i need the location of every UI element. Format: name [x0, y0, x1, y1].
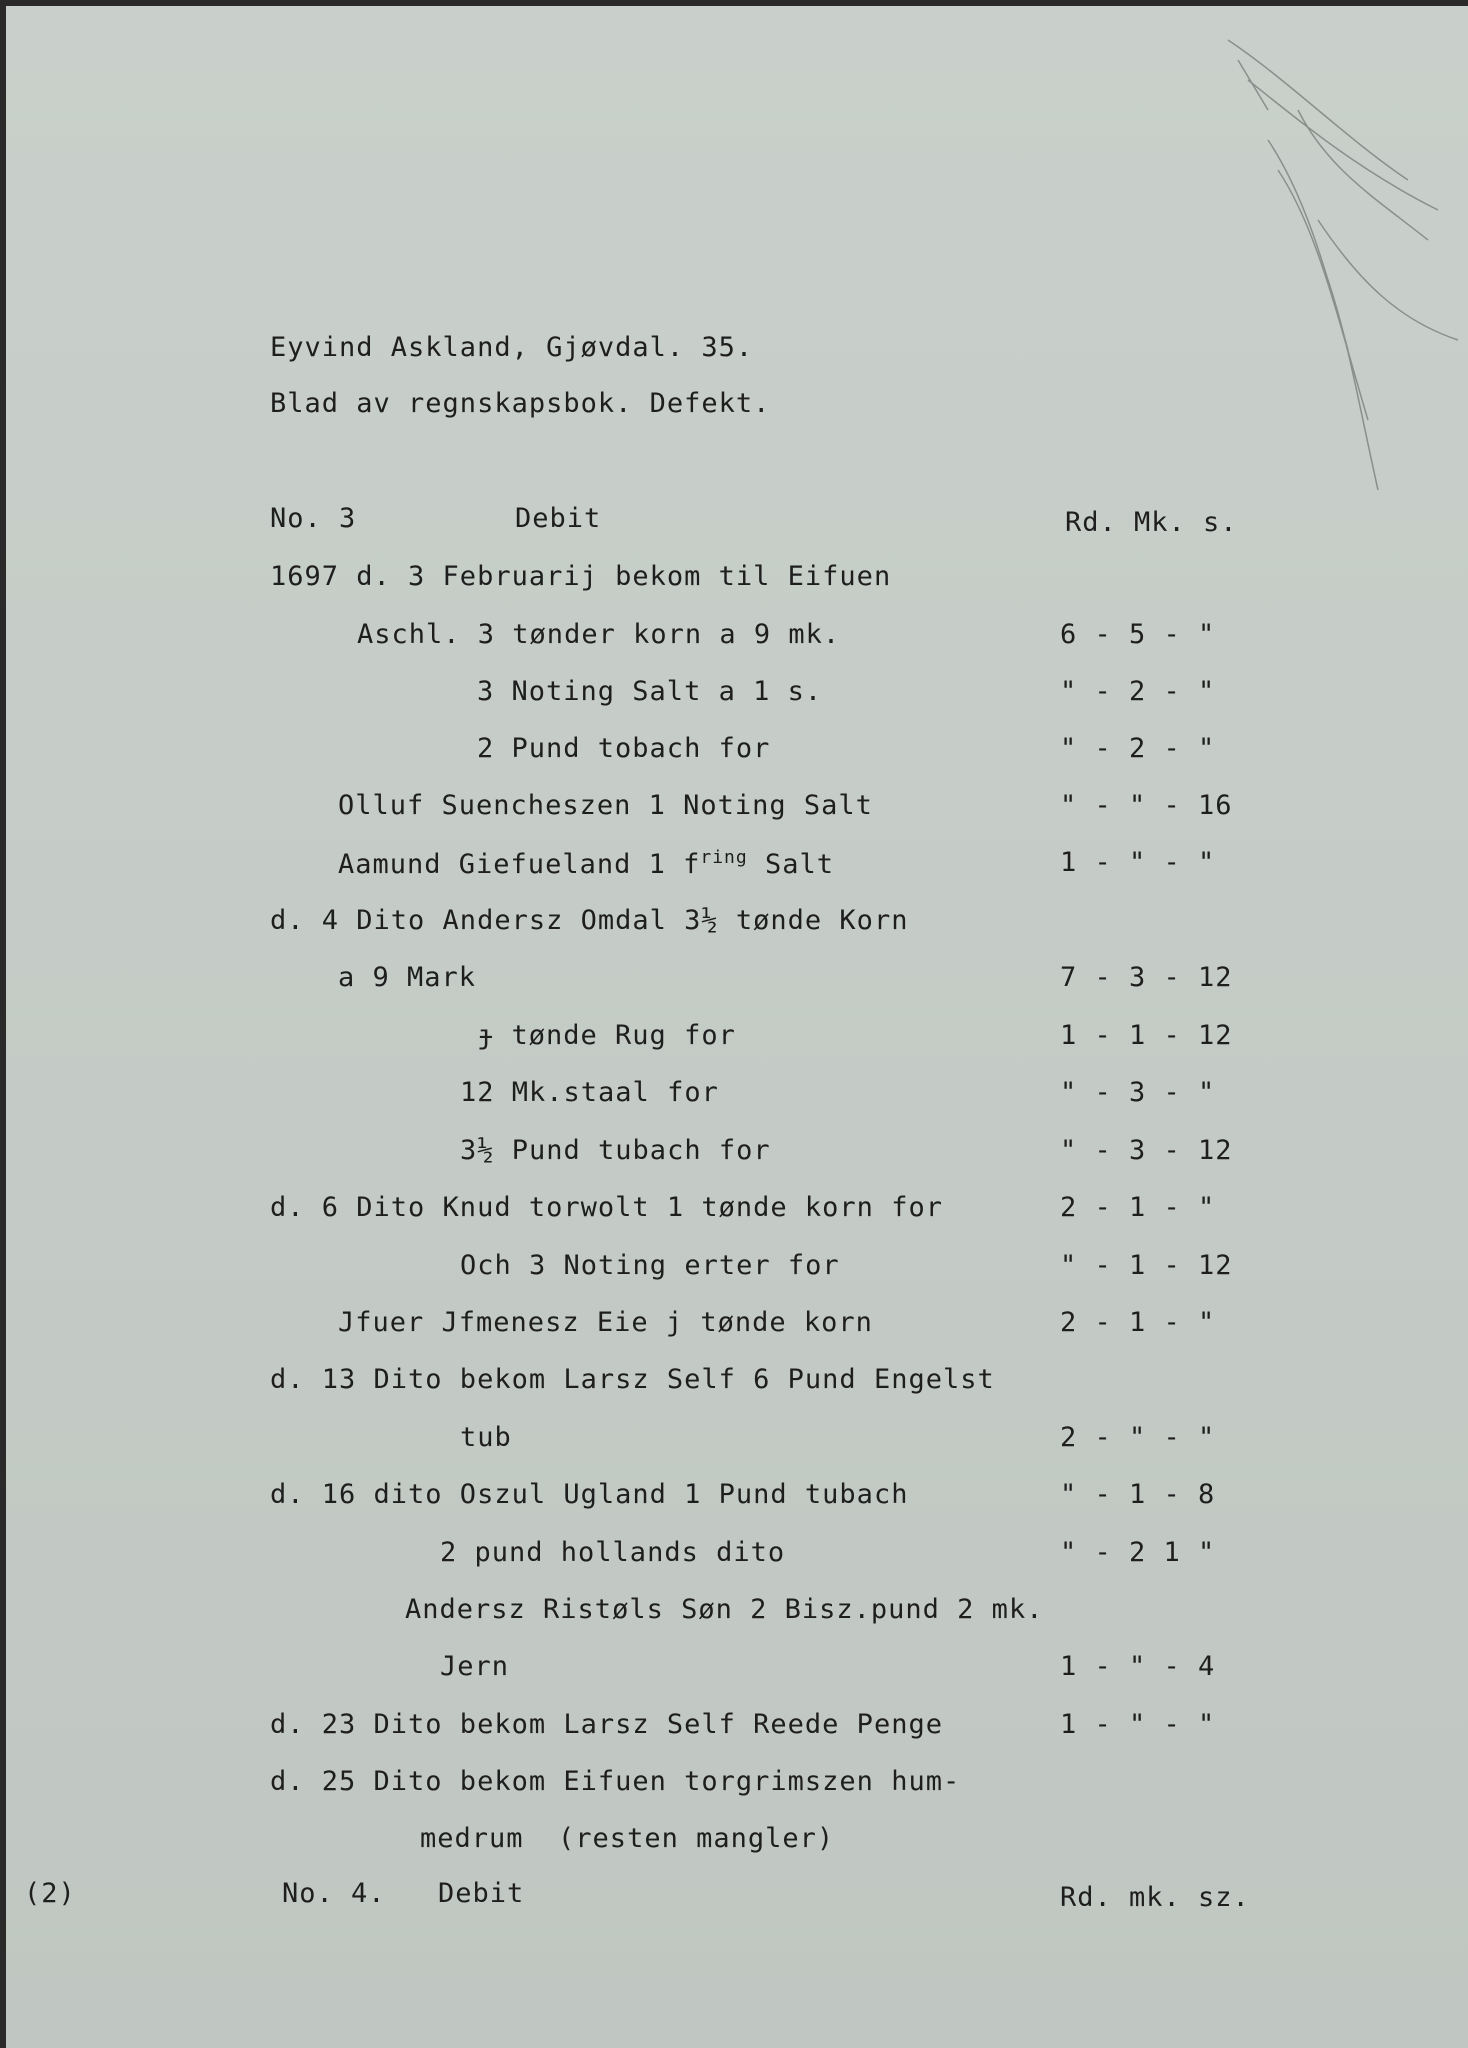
ledger-entry: d. 23 Dito bekom Larsz Self Reede Penge [270, 1709, 943, 1740]
ledger-amount: 2 - 1 - " [1060, 1307, 1216, 1338]
ledger-amount: 1 - " - " [1060, 1709, 1216, 1740]
pencil-marks-illustration [1208, 20, 1468, 540]
ledger-entry: tub [460, 1422, 512, 1453]
header-subtitle: Blad av regnskapsbok. Defekt. [270, 388, 771, 419]
ledger-entry: d. 16 dito Oszul Ugland 1 Pund tubach [270, 1479, 909, 1510]
page-marker: (2) [24, 1878, 76, 1909]
ledger-entry: d. 4 Dito Andersz Omdal 3½ tønde Korn [270, 905, 909, 936]
ledger-entry: d. 13 Dito bekom Larsz Self 6 Pund Engelst [270, 1364, 995, 1395]
ledger-amount: 1 - " - 4 [1060, 1651, 1216, 1682]
ledger-amount: 1 - " - " [1060, 847, 1216, 878]
ledger-amount: 2 - 1 - " [1060, 1192, 1216, 1223]
ledger-amount: " - 3 - 12 [1060, 1135, 1233, 1166]
ledger-amount: 1 - 1 - 12 [1060, 1020, 1233, 1051]
ledger-amount: " - " - 16 [1060, 790, 1233, 821]
ledger-entry: Olluf Suencheszen 1 Noting Salt [338, 790, 873, 821]
ledger-entry: 1697 d. 3 Februarij bekom til Eifuen [270, 561, 892, 592]
ledger-entry: medrum (resten mangler) [420, 1823, 835, 1854]
ledger-amount: 2 - " - " [1060, 1422, 1216, 1453]
ledger-entry: Aamund Giefueland 1 $f^{ring}$ Salt [338, 847, 835, 880]
ledger-entry: 3½ Pund tubach for [460, 1135, 771, 1166]
ledger-amount: 7 - 3 - 12 [1060, 962, 1233, 993]
ledger-entry: 3 Noting Salt a 1 s. [477, 676, 823, 707]
ledger-entry: a 9 Mark [338, 962, 477, 993]
ledger-amount: " - 2 - " [1060, 733, 1216, 764]
ledger-amount: " - 1 - 12 [1060, 1250, 1233, 1281]
ledger-entry: 2 pund hollands dito [440, 1537, 786, 1568]
section-label: Debit [515, 503, 602, 534]
ledger-entry: Jfuer Jfmenesz Eie j tønde korn [338, 1307, 873, 1338]
footer-columns: Rd. mk. sz. [1060, 1882, 1250, 1913]
scan-border-top [0, 0, 1468, 6]
ledger-entry: d. 6 Dito Knud torwolt 1 tønde korn for [270, 1192, 943, 1223]
section-columns: Rd. Mk. s. [1065, 507, 1238, 538]
ledger-entry: Andersz Ristøls Søn 2 Bisz.pund 2 mk. [405, 1594, 1044, 1625]
ledger-amount: " - 2 - " [1060, 676, 1216, 707]
ledger-amount: " - 3 - " [1060, 1077, 1216, 1108]
ledger-amount: 6 - 5 - " [1060, 619, 1216, 650]
ledger-entry: Och 3 Noting erter for [460, 1250, 840, 1281]
ledger-entry: ɟ tønde Rug for [477, 1020, 736, 1051]
ledger-entry: Jern [440, 1651, 510, 1682]
ledger-entry: d. 25 Dito bekom Eifuen torgrimszen hum- [270, 1766, 961, 1797]
ledger-entry: Aschl. 3 tønder korn a 9 mk. [357, 619, 841, 650]
footer-label: Debit [438, 1878, 525, 1909]
footer-number: No. 4. [282, 1878, 386, 1909]
section-number: No. 3 [270, 503, 357, 534]
ledger-entry: 12 Mk.staal for [460, 1077, 719, 1108]
scan-border-left [0, 0, 6, 2048]
header-title: Eyvind Askland, Gjøvdal. 35. [270, 332, 754, 363]
ledger-amount: " - 1 - 8 [1060, 1479, 1216, 1510]
ledger-entry: 2 Pund tobach for [477, 733, 771, 764]
ledger-amount: " - 2 1 " [1060, 1537, 1216, 1568]
